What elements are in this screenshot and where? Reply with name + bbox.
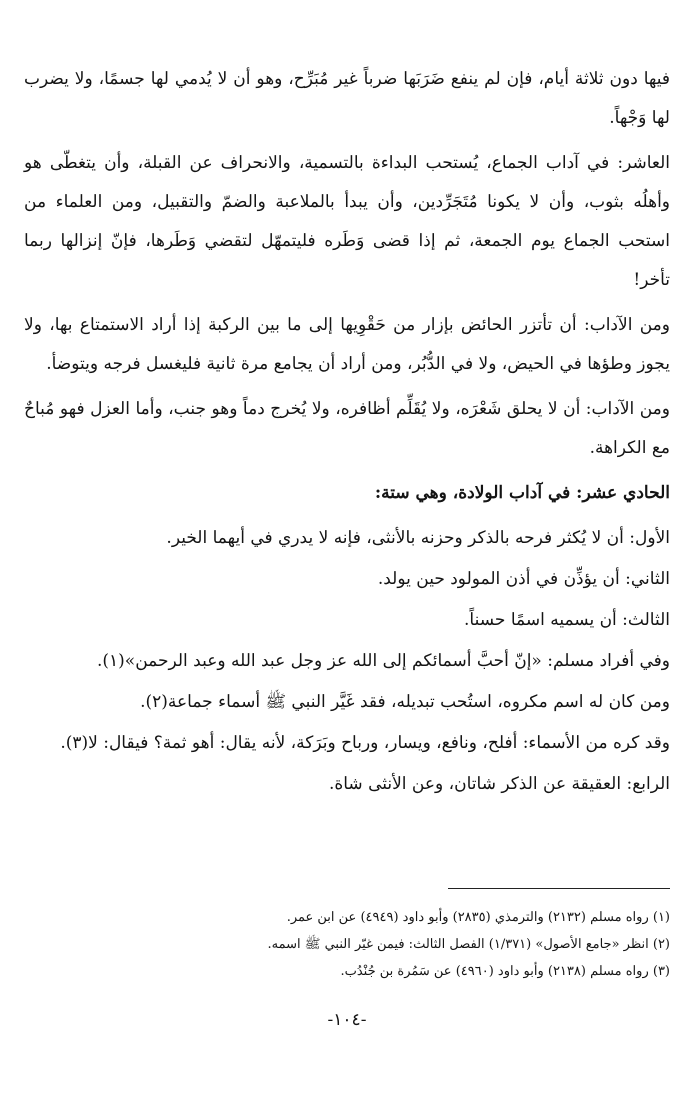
paragraph-disliked-names: وقد كره من الأسماء: أفلح، ونافع، ويسار، ورباح وبَرَكة، لأنه يقال: أهو ثمة؟ فيقال: لا(٣).	[60, 733, 670, 753]
paragraph-fourth-aqiqah: الرابع: العقيقة عن الذكر شاتان، وعن الأنثى شاة.	[328, 774, 670, 794]
paragraph-tenth-section: العاشر: في آداب الجماع، يُستحب البداءة بالتسمية، والانحراف عن القبلة، وأن يتغطّى هو وأهلُه بثوب، وأن لا يكونا مُتَجَرِّدين، وأن يبدأ بالملاعبة والضمّ والتقبيل، ومن العلماء من استحب الجماع يوم الجمعة، ثم إذا قضى وَطَره فليتمهّل لتقضي وَطَرها، فإنّ إنزالها ربما تأخر!	[24, 153, 670, 290]
paragraph-etiquette-menstruation: ومن الآداب: أن تأتزر الحائض بإزار من حَقْوِيها إلى ما بين الركبة إذا أراد الاستمتاع بها، ولا يجوز وطؤها في الحيض، ولا في الدُّبُر، ومن أراد أن يجامع مرة ثانية فليغسل فرجه ويتوضأ.	[24, 315, 670, 374]
paragraph-changing-names: ومن كان له اسم مكروه، استُحب تبديله، فقد غَيَّر النبي ﷺ أسماء جماعة(٢).	[140, 692, 670, 712]
paragraph-third: الثالث: أن يسميه اسمًا حسناً.	[464, 610, 670, 630]
footnote-1: (١) رواه مسلم (٢١٣٢) والترمذي (٢٨٣٥) وأبو داود (٤٩٤٩) عن ابن عمر.	[286, 910, 670, 925]
paragraph-intro: فيها دون ثلاثة أيام، فإن لم ينفع ضَرَبَها ضرباً غير مُبَرِّح، وهو أن لا يُدمي لها جسمًا، ولا يضرب لها وَجْهاً.	[24, 69, 670, 128]
paragraph-first: الأول: أن لا يُكثر فرحه بالذكر وحزنه بالأنثى، فإنه لا يدري في أيهما الخير.	[166, 528, 670, 548]
page-body	[24, 60, 670, 806]
footnote-3: (٣) رواه مسلم (٢١٣٨) وأبو داود (٤٩٦٠) عن سَمُرة بن جُنْدُب.	[340, 964, 670, 979]
page-number: -١٠٤-	[327, 1010, 367, 1030]
paragraph-second: الثاني: أن يؤذِّن في أذن المولود حين يولد.	[377, 569, 670, 589]
paragraph-eleventh-section: الحادي عشر: في آداب الولادة، وهي ستة:	[374, 483, 670, 503]
footnote-divider	[448, 888, 670, 889]
paragraph-etiquette-janabah: ومن الآداب: أن لا يحلق شَعْرَه، ولا يُقَلِّم أظافره، ولا يُخرج دماً وهو جنب، وأما العزل فهو مُباحٌ مع الكراهة.	[24, 399, 670, 458]
footnotes	[24, 904, 670, 985]
paragraph-hadith-names: وفي أفراد مسلم: «إنّ أحبَّ أسمائكم إلى الله عز وجل عبد الله وعبد الرحمن»(١).	[96, 651, 670, 671]
footnote-2: (٢) انظر «جامع الأصول» (١/٣٧١) الفصل الثالث: فيمن غيّر النبي ﷺ اسمه.	[267, 937, 670, 952]
